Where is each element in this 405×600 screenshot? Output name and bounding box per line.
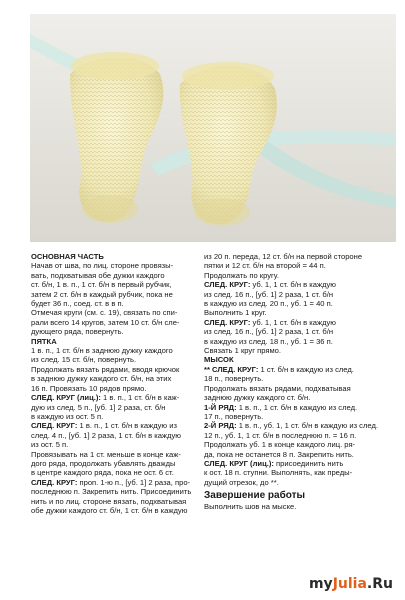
watermark-accent: Julia — [332, 576, 367, 592]
instruction-lead: СЛЕД. КРУГ: — [204, 317, 251, 327]
instructions-right-column — [204, 252, 394, 512]
instruction-line: к ост. 18 п. ступни. Выполнять, как преды- — [204, 468, 353, 478]
instruction-line: 16 п. Провязать 10 рядов прямо. — [31, 383, 147, 393]
instruction-line: Отмечая круги (см. с. 19), связать по спи- — [31, 308, 178, 318]
instruction-line: Выполнить 1 круг. — [204, 308, 267, 318]
instruction-lead: 1-Й РЯД: — [204, 402, 237, 412]
instruction-rest: присоединить нить — [273, 458, 344, 468]
instruction-line — [204, 459, 394, 468]
instruction-line — [31, 421, 212, 430]
instruction-line: Связать 1 круг прямо. — [204, 346, 282, 356]
instruction-line: ст. б/н, 1 в. п., 1 ст. б/н в первый рубчик, — [31, 280, 172, 290]
instruction-line: 17 п., повернуть. — [204, 411, 264, 421]
watermark-prefix: my — [308, 576, 333, 592]
instruction-line: последнюю п. Закрепить нить. Присоединить — [31, 487, 192, 497]
instruction-line: 12 п., уб. 1, 1 ст. б/н в последнюю п. = 16 п. — [204, 430, 357, 440]
instruction-line: Начав от шва, по лиц. стороне провязы- — [31, 261, 174, 271]
instruction-line — [204, 365, 394, 374]
instruction-line: затем 2 ст. б/н в каждый рубчик, пока не — [31, 289, 173, 299]
instruction-line: в центре каждого ряда, пока не ост. 6 ст. — [31, 468, 174, 478]
instruction-line: из след. 16 п., [уб. 1] 2 раза, 1 ст. б/н — [204, 289, 334, 299]
instruction-lead: СЛЕД. КРУГ (лиц.): — [31, 393, 101, 403]
instruction-line: след. 4 п., [уб. 1] 2 раза, 1 ст. б/н в каждую — [31, 430, 181, 440]
instruction-lead: ** СЛЕД. КРУГ: — [204, 364, 259, 374]
instruction-line — [31, 478, 212, 487]
instruction-line: дующего ряда, повернуть. — [31, 327, 124, 337]
instruction-line: рали всего 14 кругов, затем 10 ст. б/н сле- — [31, 317, 180, 327]
site-watermark — [309, 576, 393, 592]
instruction-rest: уб. 1, 1 ст. б/н в каждую — [250, 280, 336, 290]
instruction-rest: 1 ст. б/н в каждую из след. — [258, 364, 354, 374]
instruction-rest: 1 в. п., 1 ст. б/н в каждую из — [77, 421, 177, 431]
booties-photo — [30, 14, 396, 242]
instruction-lead: СЛЕД. КРУГ: — [31, 477, 78, 487]
section-heading: ОСНОВНАЯ ЧАСТЬ — [31, 252, 104, 261]
instruction-line — [204, 403, 394, 412]
section-heading: ПЯТКА — [31, 336, 57, 346]
instruction-lead: 2-Й РЯД: — [204, 421, 237, 431]
instruction-line: Продолжать вязать рядами, вводя крючок — [31, 364, 180, 374]
instruction-line: Провязывать на 1 ст. меньше в конце каж- — [31, 449, 181, 459]
instruction-line: из след. 16 п., [уб. 1] 2 раза, 1 ст. б/н — [204, 327, 334, 337]
instruction-line: дого ряда, продолжать убавлять дважды — [31, 458, 176, 468]
instruction-line: в каждую из ост. 5 п. — [31, 411, 104, 421]
watermark-suffix: .Ru — [366, 576, 393, 592]
instruction-line: Продолжать вязать рядами, подхватывая — [204, 383, 351, 393]
instruction-line: 18 п., повернуть. — [204, 374, 264, 384]
instruction-line: нить и по лиц. стороне вязать, подхватывая — [31, 496, 187, 506]
instruction-line: 1 в. п., 1 ст. б/н в заднюю дужку каждого — [31, 346, 173, 356]
instruction-line: в каждую из след. 18 п., уб. 1 = 36 п. — [204, 336, 333, 346]
instruction-line: вать, подхватывая обе дужки каждого — [31, 270, 165, 280]
instruction-line — [204, 280, 394, 289]
instruction-line: из 20 п. переда, 12 ст. б/н на первой стороне — [204, 252, 363, 261]
instruction-line: дую из след. 5 п., [уб. 1] 2 раза, ст. б/н — [31, 402, 166, 412]
instruction-lead: СЛЕД. КРУГ: — [31, 421, 78, 431]
knitted-booties-image — [30, 14, 396, 242]
instruction-line: пятки и 12 ст. б/н на второй = 44 п. — [204, 261, 326, 271]
instruction-line: да, пока не останется 8 п. Закрепить нить. — [204, 449, 354, 459]
instruction-line: заднюю дужку каждого ст. б/н. — [204, 393, 311, 403]
instructions-left-column — [31, 252, 212, 515]
instruction-line: в заднюю дужку каждого ст. б/н, на этих — [31, 374, 172, 384]
instruction-rest: 1 в. п., 1 ст. б/н в каж- — [100, 393, 180, 403]
section-heading: МЫСОК — [204, 355, 234, 365]
instruction-line: обе дужки каждого ст. б/н, 1 ст. б/н в каждую — [31, 505, 188, 515]
instruction-line — [31, 393, 212, 402]
finishing-text: Выполнить шов на мыске. — [204, 502, 297, 512]
instruction-line: Продолжать по кругу. — [204, 270, 279, 280]
instruction-line — [204, 421, 394, 430]
instruction-line: Продолжать уб. 1 в конце каждого лиц. ря- — [204, 440, 356, 450]
finishing-title: Завершение работы — [204, 490, 306, 502]
instruction-rest: проп. 1-ю п., [уб. 1] 2 раза, про- — [77, 477, 191, 487]
instruction-line: из след. 15 ст. б/н, повернуть. — [31, 355, 137, 365]
instruction-rest: уб. 1, 1 ст. б/н в каждую — [250, 317, 336, 327]
instruction-lead: СЛЕД. КРУГ (лиц.): — [204, 458, 274, 468]
instruction-line: дущий отрезок, до **. — [204, 477, 279, 487]
instruction-rest: 1 в. п., уб. 1, 1 ст. б/н в каждую из след. — [236, 421, 379, 431]
instruction-lead: СЛЕД. КРУГ: — [204, 280, 251, 290]
instruction-line: в каждую из след. 20 п., уб. 1 = 40 п. — [204, 299, 333, 309]
instruction-line — [204, 318, 394, 327]
instruction-line: из ост. 5 п. — [31, 440, 69, 450]
instruction-line: будет 36 п., соед. ст. в в п. — [31, 299, 124, 309]
instruction-rest: 1 в. п., 1 ст. б/н в каждую из след. — [236, 402, 358, 412]
